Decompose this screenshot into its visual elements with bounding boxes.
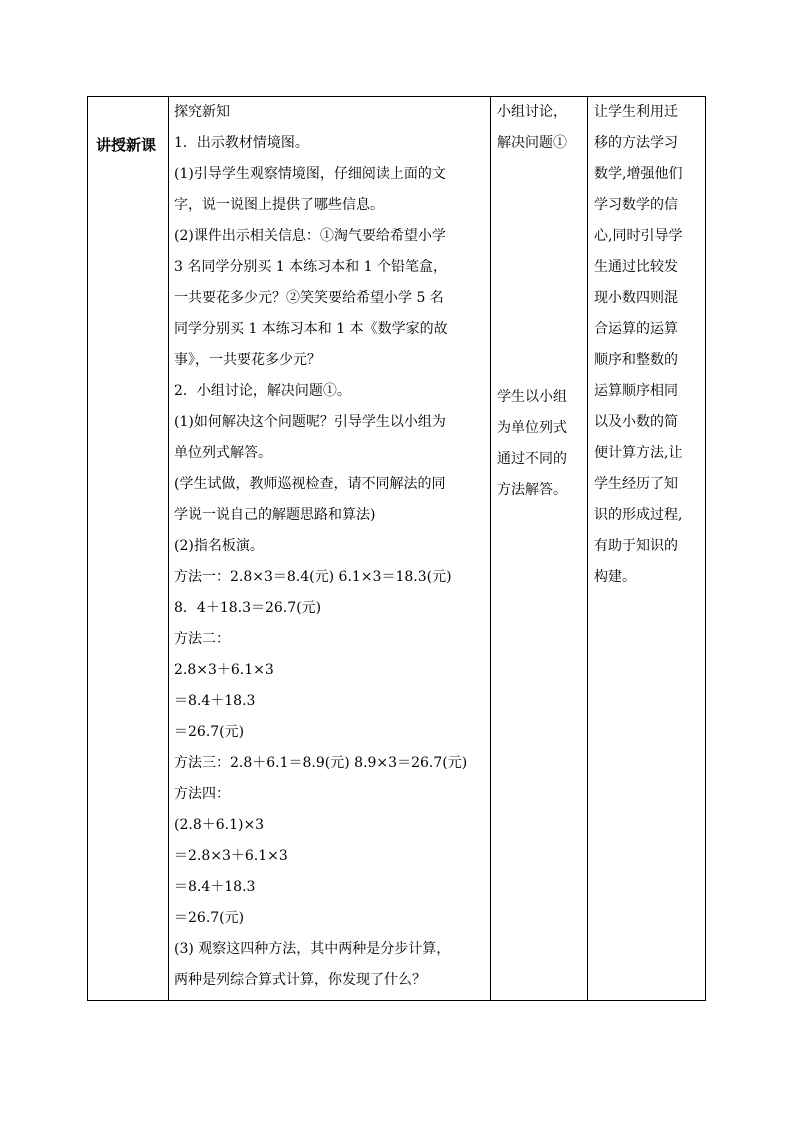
text-line: 3 名同学分别买 1 本练习本和 1 个铅笔盒， <box>174 259 447 275</box>
design-intent-lines <box>594 97 682 593</box>
text-line: (2.8＋6.1)×3 <box>174 817 265 833</box>
section-label-cell <box>88 97 168 1000</box>
student-activity-group-1 <box>497 97 567 159</box>
text-line: ＝26.7(元) <box>174 910 245 926</box>
design-intent-cell <box>588 97 707 1000</box>
text-line: 数学,增强他们 <box>594 166 683 182</box>
text-line: 合运算的运算 <box>594 321 678 337</box>
text-line: 方法解答。 <box>497 482 567 498</box>
text-line: 以及小数的简 <box>594 414 678 430</box>
text-line: (2)课件出示相关信息：①淘气要给希望小学 <box>174 228 446 244</box>
teaching-content-lines <box>174 97 467 996</box>
text-line: 构建。 <box>594 569 636 585</box>
text-line: 一共要花多少元？②笑笑要给希望小学 5 名 <box>174 290 444 306</box>
text-line: 方法三：2.8＋6.1＝8.9(元) 8.9×3＝26.7(元) <box>174 755 468 771</box>
text-line: 同学分别买 1 本练习本和 1 本《数学家的故 <box>174 321 448 337</box>
text-line: 字，说一说图上提供了哪些信息。 <box>174 197 384 213</box>
text-line: ＝8.4＋18.3 <box>174 693 256 709</box>
text-line: (1)引导学生观察情境图，仔细阅读上面的文 <box>174 166 446 182</box>
student-activity-group-2 <box>497 382 567 506</box>
text-line: 便计算方法,让 <box>594 445 683 461</box>
text-line: 为单位列式 <box>497 420 567 436</box>
text-line: 运算顺序相同 <box>594 383 678 399</box>
text-line: 识的形成过程, <box>594 507 683 523</box>
text-line: 生通过比较发 <box>594 259 678 275</box>
text-line: 学说一说自己的解题思路和算法) <box>174 507 376 523</box>
student-activity-cell <box>491 97 587 1000</box>
text-line: 学生以小组 <box>497 389 567 405</box>
text-line: 学生经历了知 <box>594 476 678 492</box>
text-line: 8．4＋18.3＝26.7(元) <box>174 600 322 616</box>
text-line: (学生试做，教师巡视检查，请不同解法的同 <box>174 476 446 492</box>
text-line: 让学生利用迁 <box>594 104 678 120</box>
teaching-content-cell <box>169 97 490 1000</box>
text-line: 小组讨论， <box>497 104 567 120</box>
section-label: 讲授新课 <box>96 136 157 154</box>
lesson-plan-table <box>87 96 706 1001</box>
text-line: (3) 观察这四种方法，其中两种是分步计算， <box>174 941 451 957</box>
text-line: 有助于知识的 <box>594 538 678 554</box>
text-line: 探究新知 <box>174 104 230 120</box>
text-line: 方法一：2.8×3＝8.4(元) 6.1×3＝18.3(元) <box>174 569 452 585</box>
text-line: (1)如何解决这个问题呢？引导学生以小组为 <box>174 414 446 430</box>
text-line: 事》，一共要花多少元？ <box>174 352 321 368</box>
text-line: 移的方法学习 <box>594 135 678 151</box>
text-line: 顺序和整数的 <box>594 352 678 368</box>
text-line: 解决问题① <box>497 135 567 151</box>
text-line: 1．出示教材情境图。 <box>174 135 309 151</box>
text-line: ＝2.8×3＋6.1×3 <box>174 848 288 864</box>
text-line: 方法四： <box>174 786 230 802</box>
text-line: 学习数学的信 <box>594 197 678 213</box>
text-line: 现小数四则混 <box>594 290 678 306</box>
text-line: 心,同时引导学 <box>594 228 683 244</box>
text-line: 2．小组讨论，解决问题①。 <box>174 383 351 399</box>
text-line: 方法二： <box>174 631 230 647</box>
text-line: 通过不同的 <box>497 451 567 467</box>
text-line: 单位列式解答。 <box>174 445 272 461</box>
text-line: 2.8×3＋6.1×3 <box>174 662 274 678</box>
text-line: ＝8.4＋18.3 <box>174 879 256 895</box>
text-line: ＝26.7(元) <box>174 724 245 740</box>
text-line: (2)指名板演。 <box>174 538 264 554</box>
text-line: 两种是列综合算式计算，你发现了什么？ <box>174 972 426 988</box>
